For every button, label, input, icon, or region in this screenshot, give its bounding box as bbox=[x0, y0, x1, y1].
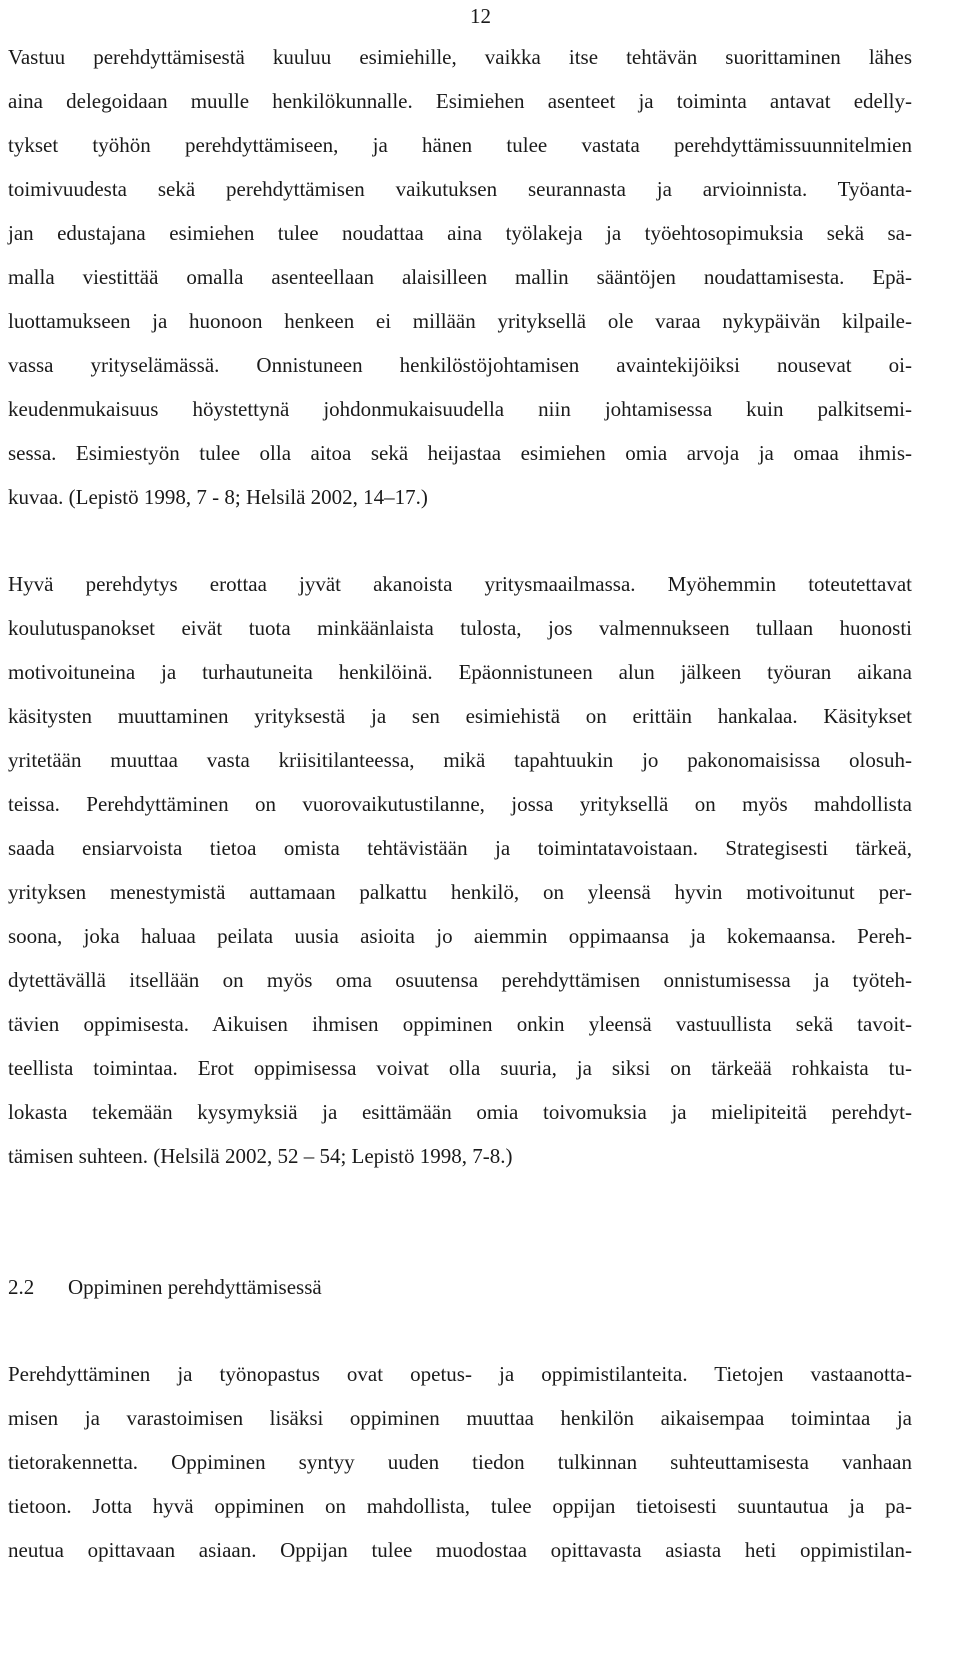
text-line: teissa. Perehdyttäminen on vuorovaikutustilanne, jossa yrityksellä on myös mahdollista bbox=[8, 792, 912, 816]
text-line: tietorakennetta. Oppiminen syntyy uuden tiedon tulkinnan suhteuttamisesta vanhaan bbox=[8, 1450, 912, 1474]
text-line: aina delegoidaan muulle henkilökunnalle. Esimiehen asenteet ja toiminta antavat edelly- bbox=[8, 89, 912, 113]
text-line: Vastuu perehdyttämisestä kuuluu esimiehille, vaikka itse tehtävän suorittaminen lähes bbox=[8, 45, 912, 69]
text-line: neutua opittavaan asiaan. Oppijan tulee muodostaa opittavasta asiasta heti oppimistilan- bbox=[8, 1538, 912, 1562]
text-line: luottamukseen ja huonoon henkeen ei millään yrityksellä ole varaa nykypäivän kilpaile- bbox=[8, 309, 912, 333]
text-line: teellista toimintaa. Erot oppimisessa voivat olla suuria, ja siksi on tärkeää rohkaista tu- bbox=[8, 1056, 912, 1080]
text-line: yritetään muuttaa vasta kriisitilanteessa, mikä tapahtuukin jo pakonomaisissa olosuh- bbox=[8, 748, 912, 772]
text-line: motivoituneina ja turhautuneita henkilöinä. Epäonnistuneen alun jälkeen työuran aikana bbox=[8, 660, 912, 684]
text-line: tietoon. Jotta hyvä oppiminen on mahdollista, tulee oppijan tietoisesti suuntautua ja pa- bbox=[8, 1494, 912, 1518]
text-line: tämisen suhteen. (Helsilä 2002, 52 – 54; Lepistö 1998, 7-8.) bbox=[8, 1144, 513, 1168]
text-line: vassa yrityselämässä. Onnistuneen henkilöstöjohtamisen avaintekijöiksi nousevat oi- bbox=[8, 353, 912, 377]
text-line: malla viestittää omalla asenteellaan alaisilleen mallin sääntöjen noudattamisesta. Epä- bbox=[8, 265, 912, 289]
section-title: Oppiminen perehdyttämisessä bbox=[68, 1275, 322, 1299]
text-line: toimivuudesta sekä perehdyttämisen vaikutuksen seurannasta ja arvioinnista. Työanta- bbox=[8, 177, 912, 201]
text-line: kuvaa. (Lepistö 1998, 7 - 8; Helsilä 2002, 14–17.) bbox=[8, 485, 428, 509]
text-line: tävien oppimisesta. Aikuisen ihmisen oppiminen onkin yleensä vastuullista sekä tavoit- bbox=[8, 1012, 912, 1036]
text-line: soona, joka haluaa peilata uusia asioita jo aiemmin oppimaansa ja kokemaansa. Pereh- bbox=[8, 924, 912, 948]
text-line: yrityksen menestymistä auttamaan palkattu henkilö, on yleensä hyvin motivoitunut per- bbox=[8, 880, 912, 904]
section-number: 2.2 bbox=[8, 1275, 35, 1299]
text-line: lokasta tekemään kysymyksiä ja esittämään omia toivomuksia ja mielipiteitä perehdyt- bbox=[8, 1100, 912, 1124]
text-line: misen ja varastoimisen lisäksi oppiminen muuttaa henkilön aikaisempaa toimintaa ja bbox=[8, 1406, 912, 1430]
page-number: 12 bbox=[470, 4, 491, 28]
text-line: Perehdyttäminen ja työnopastus ovat opetus- ja oppimistilanteita. Tietojen vastaanotta- bbox=[8, 1362, 912, 1386]
text-line: jan edustajana esimiehen tulee noudattaa aina työlakeja ja työehtosopimuksia sekä sa- bbox=[8, 221, 912, 245]
text-line: Hyvä perehdytys erottaa jyvät akanoista yritysmaailmassa. Myöhemmin toteutettavat bbox=[8, 572, 912, 596]
text-line: sessa. Esimiestyön tulee olla aitoa sekä heijastaa esimiehen omia arvoja ja omaa ihmis- bbox=[8, 441, 912, 465]
text-line: dytettävällä itsellään on myös oma osuutensa perehdyttämisen onnistumisessa ja työteh- bbox=[8, 968, 912, 992]
text-line: koulutuspanokset eivät tuota minkäänlaista tulosta, jos valmennukseen tullaan huonosti bbox=[8, 616, 912, 640]
text-line: tykset työhön perehdyttämiseen, ja hänen tulee vastata perehdyttämissuunnitelmien bbox=[8, 133, 912, 157]
text-line: käsitysten muuttaminen yrityksestä ja sen esimiehistä on erittäin hankalaa. Käsitykset bbox=[8, 704, 912, 728]
text-line: saada ensiarvoista tietoa omista tehtävistään ja toimintatavoistaan. Strategisesti tärkeä, bbox=[8, 836, 912, 860]
text-line: keudenmukaisuus höystettynä johdonmukaisuudella niin johtamisessa kuin palkitsemi- bbox=[8, 397, 912, 421]
